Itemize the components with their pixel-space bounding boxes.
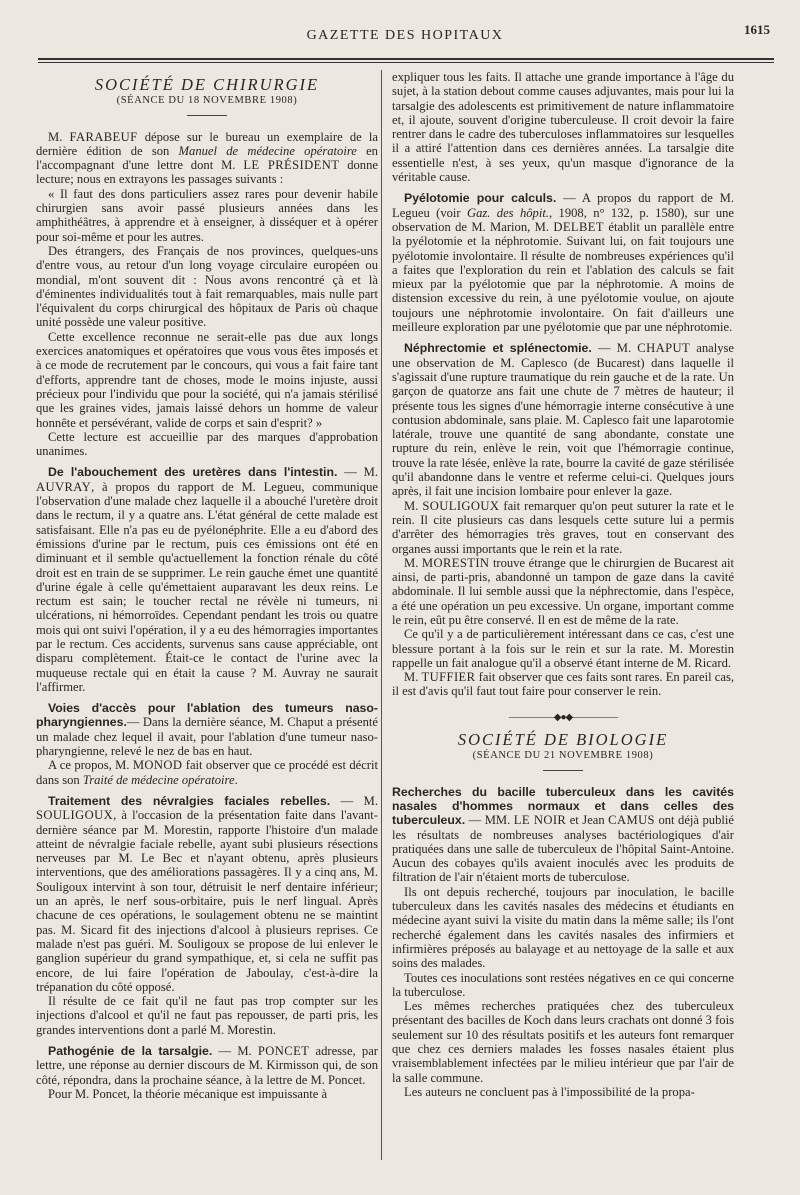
society-title: SOCIÉTÉ DE CHIRURGIE — [94, 75, 320, 94]
section-nephrectomie: Néphrectomie et splénectomie. — M. CHAPUT analyse une observation de M. Caplesco (de Bucarest) dans laquelle il s'agissait d'une rupture traumatique du rein gauche et de la rate. Un garçon de quatorze ans fait une chute de 7 mètres de hauteur; il présente tous les signes d'une hémorragie interne consécutive à une contusion abdominale, sans plaie. M. Caplesco fait une laparotomie latérale, trouve une quantité de sang abondante, constate une rupture du rein, enlève le rein, voit que l'hémorragie continue, trouve la rate lésée, enlève la rate, bourre la cavité de gaze stérilisée qu'il abandonne dans le ventre et referme celui-ci. Quelques jours après, il fait une incision lombaire pour enlever la gaze. — [392, 341, 734, 499]
paragraph: expliquer tous les faits. Il attache une grande importance à l'âge du sujet, à la station debout comme causes adjuvantes, mais pour lui la tarsalgie des adolescents est primitivement de nature inflammatoire et, il ajoute, souvent d'origine tuberculeuse. Il croit devoir la faire rentrer dans le cadre des tuberculoses inflammatoires sur lesquelles il a attiré l'attention dans ces dernières années. La tarsalgie dite essentielle n'est, à ses yeux, qu'un masque d'ignorance de la véritable cause. — [392, 70, 734, 185]
journal-title: GAZETTE DES HOPITAUX — [306, 28, 504, 43]
paragraph: Les mêmes recherches pratiquées chez des tuberculeux présentant des bacilles de Koch dans leurs crachats ont donné 3 fois seulement sur 10 des résultats positifs et les auteurs font remarquer que chez ces derniers malades les fosses nasales étaient plus vraisemblablement infectées par le milieu intérieur que par l'air de la salle commune. — [392, 999, 734, 1085]
quote-paragraph: « Il faut des dons particuliers assez rares pour devenir habile chirurgien sans avoir passé plusieurs années dans les amphithéâtres, à apprendre et à enseigner, à disséquer et à opérer pour soi-même et pour les autres. — [36, 186, 378, 244]
section-pyelotomie: Pyélotomie pour calculs. — A propos du rapport de M. Legueu (voir Gaz. des hôpit., 1908, n° 132, p. 1580), sur une observation de M. Marion, M. DELBET établit un parallèle entre la pyélotomie et la néphrotomie. Suivant lui, on fait toujours une pyélotomie involontaire. Il résulte de nombreuses expériences qu'il a faites que l'exploration du rein et l'ablation des calculs se fait mieux par la pyélotomie que par la néphrotomie. A moins de distension excessive du rein, à une pyélotomie voulue, on ajoute toujours une néphrotomie involontaire. On fait d'ailleurs une meilleure exploration par une pyélotomie que par une néphrotomie. — [392, 191, 734, 335]
paragraph: Les auteurs ne concluent pas à l'impossibilité de la propa- — [404, 1084, 695, 1099]
column-divider — [381, 70, 382, 1160]
title-rule — [187, 115, 227, 116]
intro-paragraph: M. FARABEUF dépose sur le bureau un exemplaire de la dernière édition de son Manuel de médecine opératoire en l'accompagnant d'une lettre dont M. LE PRÉSIDENT donne lecture; nous en extrayons les passages suivants : — [36, 129, 378, 187]
paragraph: M. MORESTIN trouve étrange que le chirurgien de Bucarest ait ainsi, de parti-pris, abandonné un tampon de gaze dans la cavité abdominale. Il lui semble aussi que la néphrectomie, dans l'espèce, a été une opération un peu excessive. Un organe, important comme le rein, eût pu être conservé. Il en est de même de la rate. — [392, 555, 735, 627]
paragraph: Ils ont depuis recherché, toujours par inoculation, le bacille tuberculeux dans les cavités nasales des médecins et étudiants en médecine ayant suivi la visite du matin dans la même salle; ils l'ont recherché également dans les cavités nasales des infirmiers et infirmières préposés au balayage et au nettoyage de la salle et aux soins des malades. — [392, 884, 734, 971]
section-heading: De l'abouchement des uretères dans l'intestin. — [48, 465, 338, 480]
session-date: (SÉANCE DU 18 NOVEMBRE 1908) — [116, 95, 298, 107]
page-header — [40, 22, 770, 50]
page-number: 1615 — [744, 22, 770, 37]
session-date: (SÉANCE DU 21 NOVEMBRE 1908) — [472, 750, 654, 762]
paragraph: Toutes ces inoculations sont restées négatives en ce qui concerne la tuberculose. — [392, 970, 734, 999]
header-rule — [38, 58, 774, 60]
paragraph: M. TUFFIER fait observer que ces faits sont rares. En pareil cas, il est d'avis qu'il faut tout faire pour conserver le rein. — [392, 670, 734, 699]
section-heading: Néphrectomie et splénectomie. — [404, 341, 592, 356]
quote-paragraph: Cette excellence reconnue ne serait-elle pas due aux longs exercices anatomiques et opératoires que vous vous êtes imposés et à ce mode de recrutement par le concours, qui vous a fait faire tant d'efforts, apprendre tant de choses, mode le moins injuste, aussi précieux pour l'individu que pour la société, qui n'a jamais stérilisé que les graines vides, jamais laissé dehors un homme de valeur honnête et persévérant, valide de corps et sain d'esprit? » — [36, 329, 378, 430]
left-column — [36, 70, 378, 1101]
section-heading: Pathogénie de la tarsalgie. — [48, 1044, 213, 1058]
title-rule — [543, 770, 583, 771]
paragraph: M. SOULIGOUX fait remarquer qu'on peut suturer la rate et le rein. Il cite plusieurs cas dans lesquels cette suture lui a permis d'arrêter des hémorragies très graves, tout en conservant des organes aussi importants que le rein et la rate. — [392, 498, 734, 556]
section-heading: Voies d'accès pour l'ablation des tumeurs naso-pharyngiennes. — [36, 701, 378, 730]
paragraph: Il résulte de ce fait qu'il ne faut pas trop compter sur les injections d'alcool et qu'il ne faut pas repousser, de parti pris, les grandes interventions dont a parlé M. Morestin. — [36, 994, 378, 1037]
paragraph: Pour M. Poncet, la théorie mécanique est impuissante à — [48, 1086, 328, 1101]
section-nevralgies: Traitement des névralgies faciales rebelles. — M. SOULIGOUX, à l'occasion de la présentation faite dans l'avant-dernière séance par M. Morestin, rapporte l'histoire d'un malade atteint de névralgie faciale rebelle, ayant subi plusieurs résections nerveuses par M. Le Bec et n'ayant obtenu, après plusieurs interventions, que des améliorations passagères. Il y a cinq ans, M. Souligoux intervint à son tour, détruisit le nerf dentaire inférieur; un an après, le nerf sous-orbitaire, puis le nerf lingual. Après chacune de ces opérations, le soulagement obtenu ne se maintint pas. M. Sicard fit des injections d'alcool à plusieurs reprises. Ce malade n'est pas guéri. M. Souligoux se propose de lui enlever le ganglion supérieur du grand sympathique, et, si cela ne suffit pas encore, de lui faire l'opération de Jaboulay, c'est-à-dire la trépanation du côté opposé. — [36, 793, 378, 994]
paragraph: A ce propos, M. MONOD fait observer que ce procédé est décrit dans son Traité de médecine opératoire. — [36, 758, 378, 787]
quote-paragraph: Des étrangers, des Français de nos provinces, quelques-uns d'entre vous, au retour d'un long voyage circulaire européen ou mondial, m'ont souvent dit : Nous avons rencontré çà et là d'éminentes individualités tout à fait remarquables, mais nulle part l'équivalent du corps chirurgical des hôpitaux de Paris où chaque unité possède une valeur positive. — [36, 243, 378, 330]
section-bacille: Recherches du bacille tuberculeux dans les cavités nasales d'hommes normaux et dans celles des tuberculeux. — MM. LE NOIR et Jean CAMUS ont déjà publié les résultats de nombreuses analyses bactériologiques d'air pratiquées dans une salle de tuberculeux de l'hôpital Saint-Antoine. Aucun des cobayes qu'ils avaient inoculés avec les produits de filtration de l'air n'étaient morts de tuberculose. — [392, 784, 734, 885]
right-column — [392, 70, 734, 1099]
society-title: SOCIÉTÉ DE BIOLOGIE — [457, 730, 669, 750]
paragraph: Cette lecture est accueillie par des marques d'approbation unanimes. — [36, 429, 378, 459]
paragraph: Ce qu'il y a de particulièrement intéressant dans ce cas, c'est une blessure portant à la fois sur le rein et sur la rate. M. Morestin rappelle un fait analogue qu'il a observé étant interne de M. Ricard. — [392, 627, 734, 670]
header-rule-thin — [38, 62, 774, 63]
section-naso-pharyngiennes: Voies d'accès pour l'ablation des tumeurs naso-pharyngiennes.— Dans la dernière séance, M. Chaput a présenté un malade chez lequel il avait, pour l'ablation d'une tumeur naso-pharyngienne, relevé le nez de bas en haut. — [36, 701, 378, 759]
section-tarsalgie: Pathogénie de la tarsalgie. — M. PONCET adresse, par lettre, une réponse au dernier discours de M. Kirmisson qui, de son côté, répondra, dans la prochaine séance, à la lettre de M. Poncet. — [36, 1044, 378, 1087]
section-ureteres: De l'abouchement des uretères dans l'intestin. — M. AUVRAY, à propos du rapport de M. Legueu, communique l'observation d'une malade chez laquelle il a abouché l'uretère droit dans le rectum, il y a quatre ans. L'état général de cette malade est satisfaisant. Elle n'a pas eu de pyélonéphrite. Elle a eu d'abord des émissions d'urine par le rectum, puis ces émissions ont été en diminuant et il semble qu'actuellement la fonction rénale du côté droit est en train de se supprimer. Le rein gauche émet une quantité d'urine égale à celle qu'émettaient auparavant les deux reins. Le rectum est sain; le toucher rectal ne révèle ni tumeurs, ni ulcérations, ni hémorroïdes. Cependant pendant les trois ou quatre mois qui ont suivi l'opération, il y a eu des hémorragies importantes par le rectum. Ces accidents, survenus sans cause appréciable, ont disparu complètement. Était-ce le contact de l'urine avec la muqueuse rectale qui en était la cause ? M. Auvray ne saurait l'affirmer. — [36, 465, 378, 694]
section-heading: Pyélotomie pour calculs. — [404, 191, 557, 206]
section-ornament: ―――――◆●◆――――― — [508, 711, 618, 723]
section-heading: Recherches du bacille tuberculeux dans les cavités nasales d'hommes normaux et dans celles des tuberculeux. — [392, 784, 734, 828]
section-heading: Traitement des névralgies faciales rebelles. — [48, 793, 331, 808]
